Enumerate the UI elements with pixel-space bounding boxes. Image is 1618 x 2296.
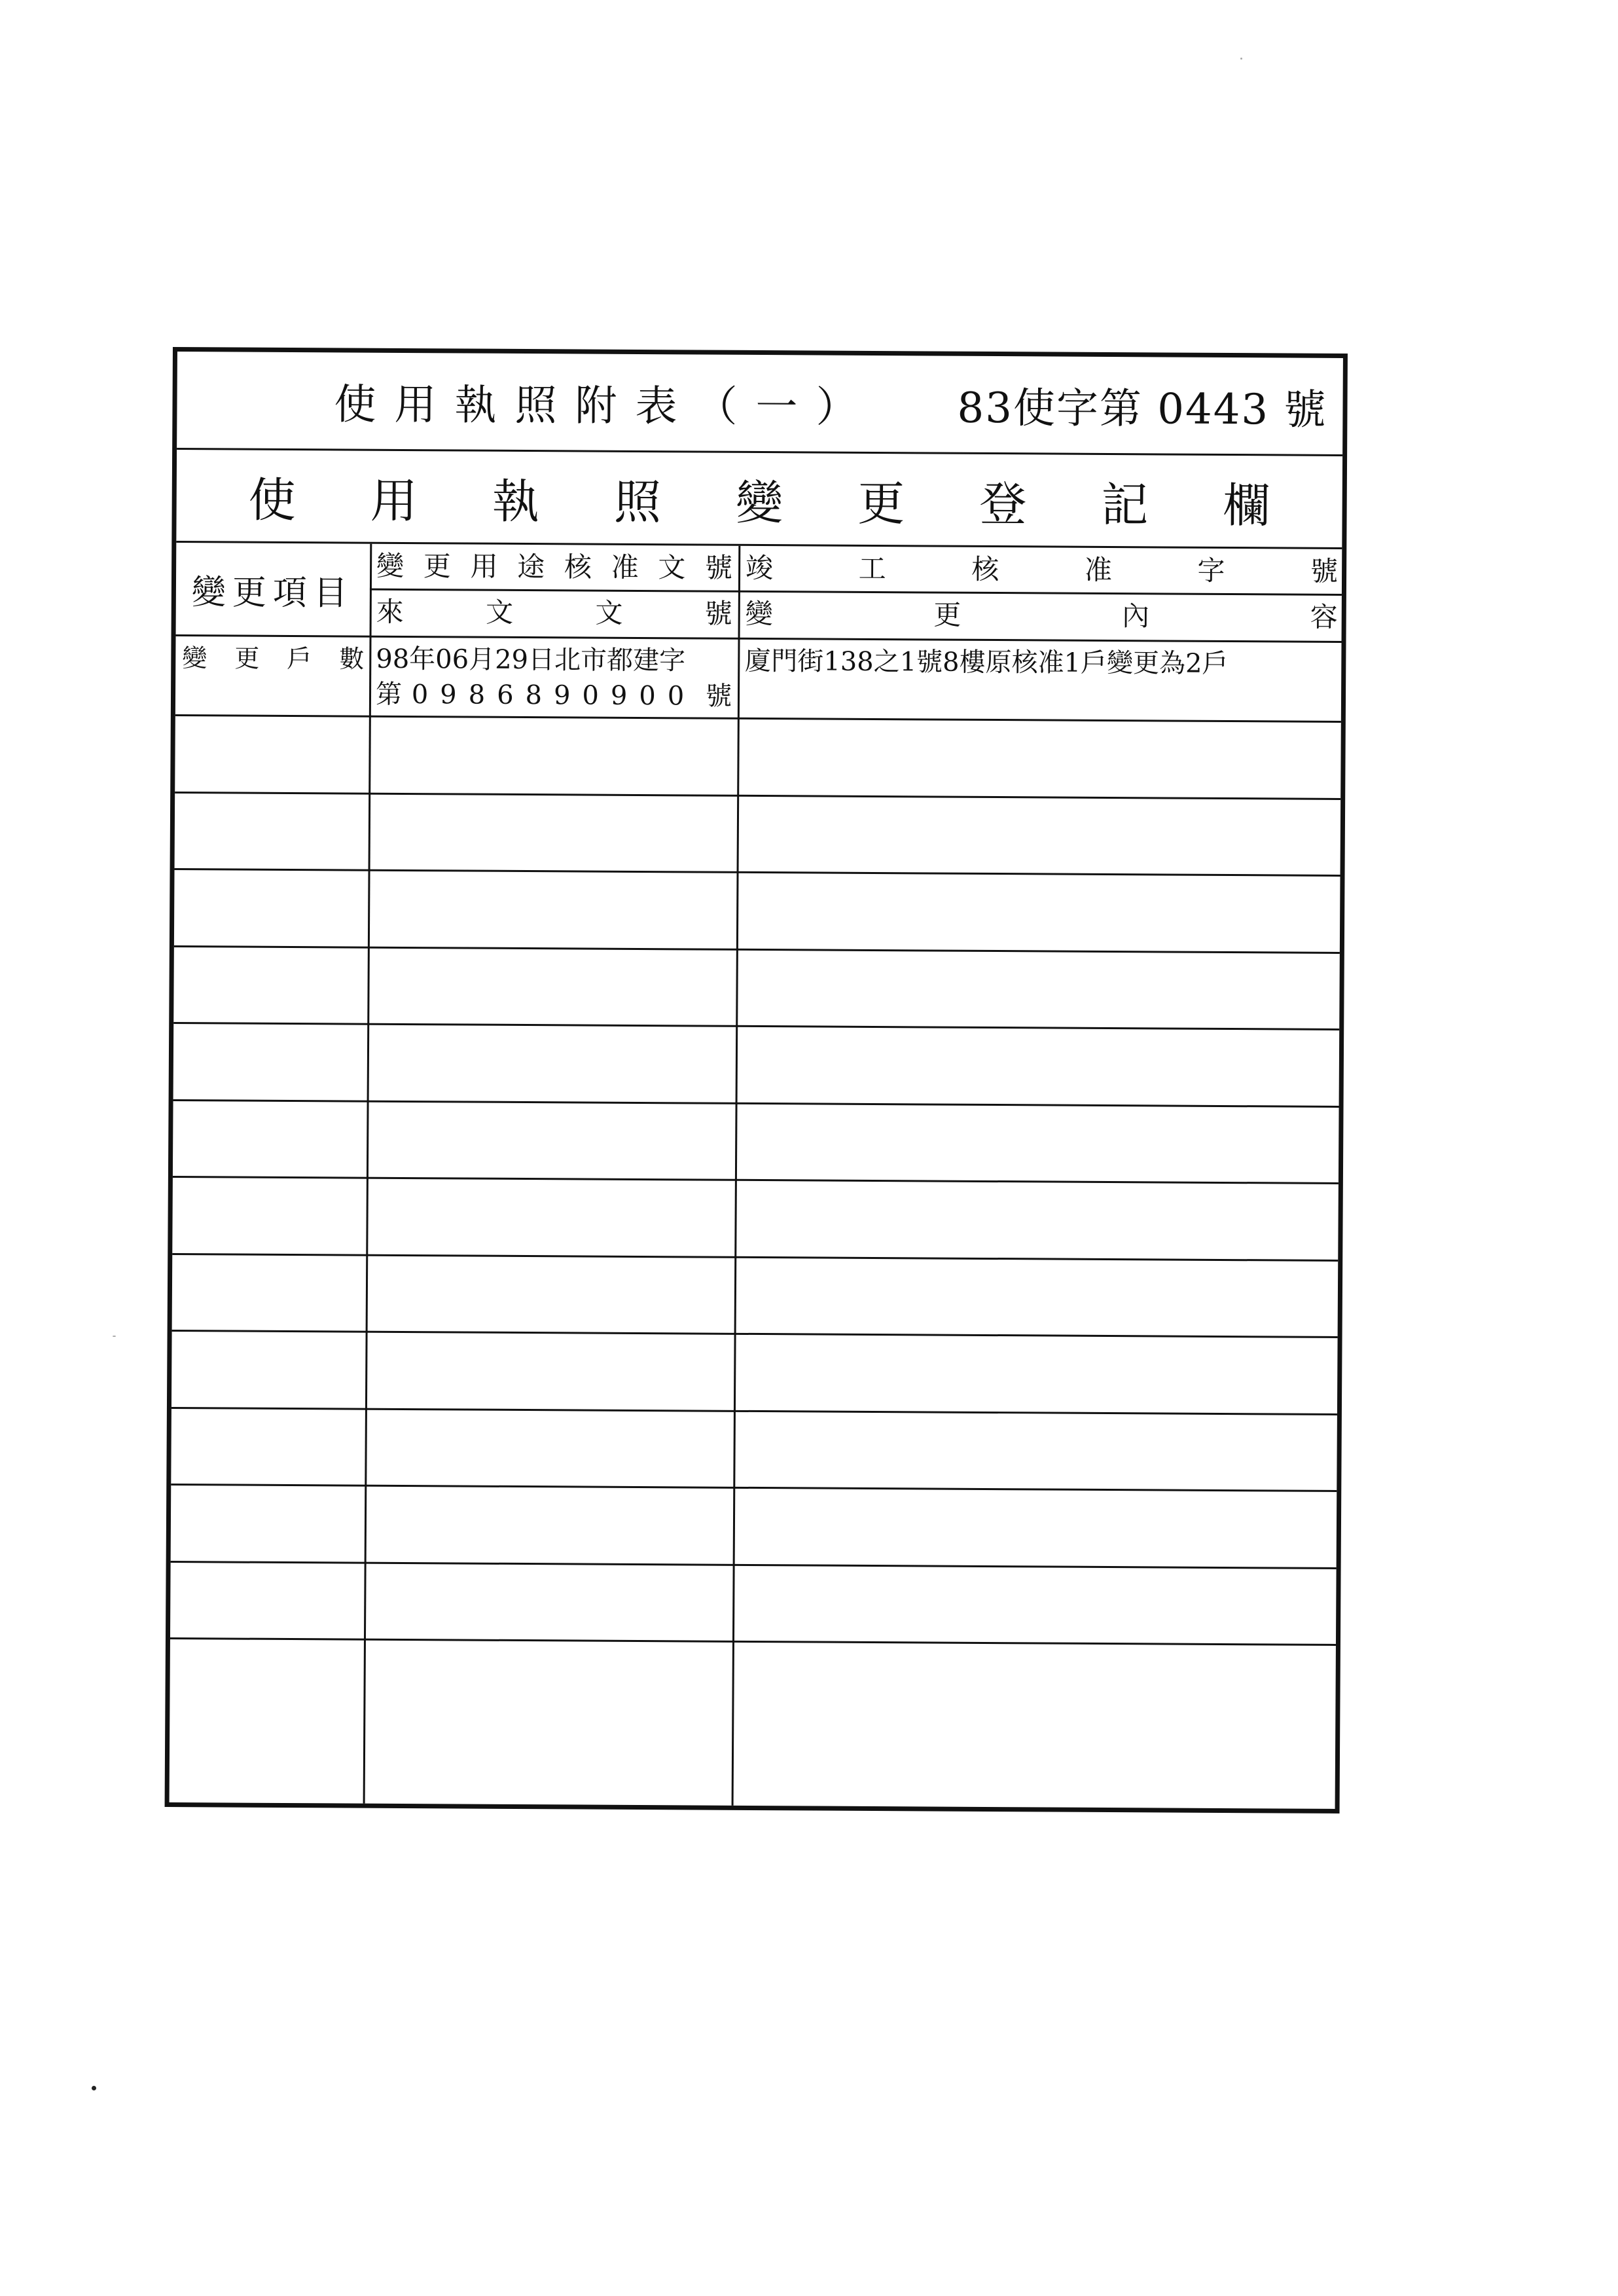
row-change-item: 變 更 戶 數: [182, 644, 365, 674]
subtitle-char: 使: [248, 472, 296, 528]
row-separator-line: [173, 1176, 1339, 1184]
form-title: 使用執照附表（一）: [334, 380, 876, 432]
row-separator-line: [173, 1022, 1339, 1030]
header-change-item: 變更項目: [191, 572, 355, 613]
form-title-row: [177, 352, 1343, 456]
form-subtitle: [176, 450, 1342, 549]
header-incoming-doc-no: 來 文 文 號: [376, 595, 732, 630]
row-doc-number-line2: 第 0986890900 號: [375, 679, 732, 712]
row-separator-line: [170, 1637, 1336, 1646]
row-separator-line: [175, 792, 1340, 800]
license-number: 83使字第 0443 號: [957, 384, 1327, 435]
subtitle-char: 欄: [1223, 477, 1270, 533]
row-separator-line: [175, 868, 1340, 877]
subtitle-char: 用: [370, 473, 418, 528]
row-separator-line: [171, 1407, 1337, 1415]
header-change-content: 變 更 內 容: [745, 597, 1338, 633]
scan-speck: [92, 2086, 96, 2090]
subtitle-char: 登: [979, 476, 1027, 532]
header-approval-doc-no: 變 更 用 途 核 准 文 號: [376, 549, 733, 584]
scan-speck: [113, 1336, 116, 1337]
row-change-content: 廈門街138之1號8樓原核准1戶變更為2戶: [745, 646, 1229, 680]
column-divider: [732, 546, 741, 1806]
subtitle-char: 照: [613, 474, 662, 530]
header-mid-line: [370, 589, 1342, 596]
license-change-form: [165, 347, 1348, 1813]
row-separator-line: [174, 945, 1340, 954]
row-doc-number-line1: 98年06月29日北市都建字: [376, 644, 686, 676]
row-separator-line: [172, 1330, 1338, 1338]
header-completion-approval-no: 竣 工 核 准 字 號: [745, 551, 1339, 587]
scan-speck: [1240, 58, 1242, 60]
row-separator-line: [172, 1253, 1338, 1262]
row-separator-line: [171, 1484, 1337, 1492]
row-separator-line: [171, 1561, 1337, 1569]
subtitle-char: 記: [1101, 477, 1149, 532]
subtitle-char: 更: [857, 475, 905, 531]
row-separator-line: [173, 1099, 1339, 1108]
subtitle-char: 執: [492, 473, 540, 529]
column-divider: [363, 544, 372, 1804]
subtitle-char: 變: [735, 475, 783, 530]
change-record-table: [170, 543, 1342, 1809]
row-separator-line: [175, 714, 1341, 723]
